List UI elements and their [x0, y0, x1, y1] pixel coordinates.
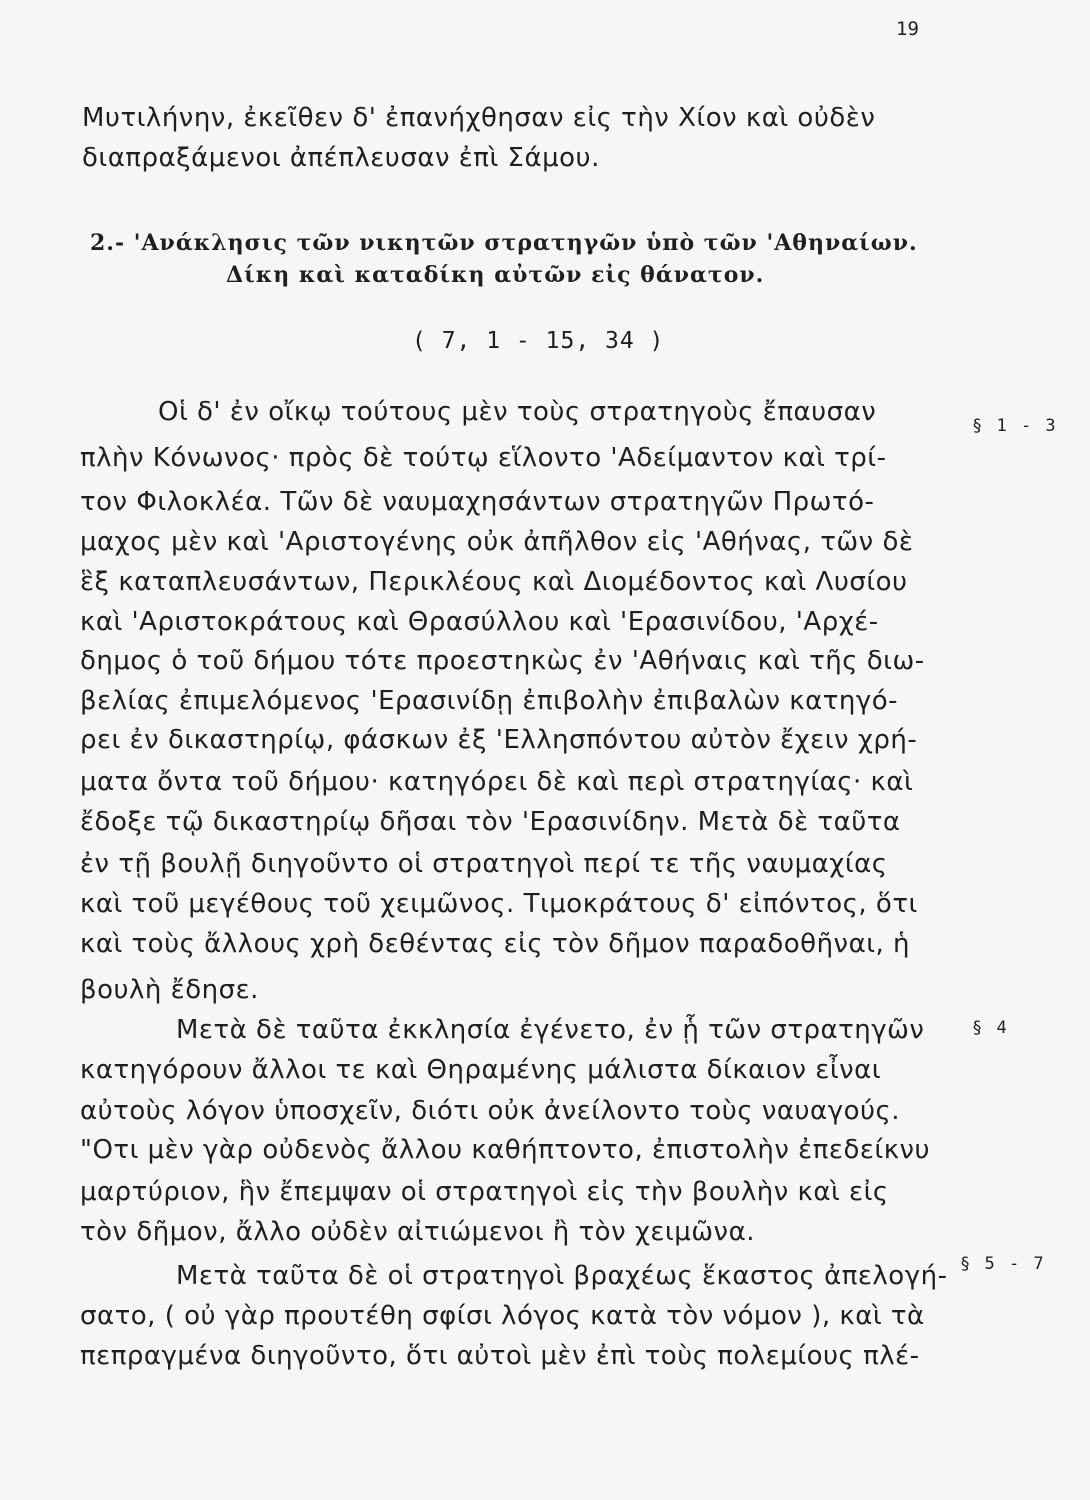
section-heading: 2.- 'Ανάκλησις τῶν νικητῶν στρατηγῶν ὑπὸ τῶν 'Αθηναίων.	[90, 230, 918, 256]
text-line: πεπραγμένα διηγοῦντο, ὅτι αὐτοὶ μὲν ἐπὶ τοὺς πολεμίους πλέ-	[80, 1341, 920, 1371]
text-line: Οἱ δ' ἐν οἴκῳ τούτους μὲν τοὺς στρατηγοὺς ἔπαυσαν	[158, 397, 877, 427]
text-line: ματα ὄντα τοῦ δήμου· κατηγόρει δὲ καὶ περὶ στρατηγίας· καὶ	[80, 767, 914, 797]
page-number: 19	[896, 18, 919, 40]
text-line: Μετὰ δὲ ταῦτα ἐκκλησία ἐγένετο, ἐν ᾗ τῶν στρατηγῶν	[176, 1015, 925, 1045]
text-line: βελίας ἐπιμελόμενος 'Ερασινίδῃ ἐπιβολὴν ἐπιβαλὼν κατηγό-	[80, 686, 899, 716]
section-reference: ( 7, 1 - 15, 34 )	[412, 328, 665, 354]
text-line: καὶ 'Αριστοκράτους καὶ Θρασύλλου καὶ 'Ερασινίδου, 'Αρχέ-	[80, 607, 879, 637]
text-line: κατηγόρουν ἄλλοι τε καὶ Θηραμένης μάλιστα δίκαιον εἶναι	[80, 1055, 882, 1085]
text-line: σατο, ( οὐ γὰρ προυτέθη σφίσι λόγος κατὰ τὸν νόμον ), καὶ τὰ	[80, 1301, 925, 1331]
text-line: "Οτι μὲν γὰρ οὐδενὸς ἄλλου καθήπτοντο, ἐπιστολὴν ἐπεδείκνυ	[80, 1135, 931, 1165]
margin-note: § 4	[972, 1018, 1009, 1038]
text-line: μαχος μὲν καὶ 'Αριστογένης οὐκ ἀπῆλθον εἰς 'Αθήνας, τῶν δὲ	[80, 527, 914, 557]
section-subheading: Δίκη καὶ καταδίκη αὐτῶν εἰς θάνατον.	[226, 262, 765, 288]
text-line: τὸν δῆμον, ἄλλο οὐδὲν αἰτιώμενοι ἢ τὸν χειμῶνα.	[80, 1217, 755, 1247]
intro-line: διαπραξάμενοι ἀπέπλευσαν ἐπὶ Σάμου.	[82, 143, 600, 173]
text-line: ἐν τῇ βουλῇ διηγοῦντο οἱ στρατηγοὶ περί τε τῆς ναυμαχίας	[80, 849, 888, 879]
text-line: ἓξ καταπλευσάντων, Περικλέους καὶ Διομέδοντος καὶ Λυσίου	[80, 567, 908, 597]
text-line: μαρτύριον, ἣν ἔπεμψαν οἱ στρατηγοὶ εἰς τὴν βουλὴν καὶ εἰς	[80, 1177, 889, 1207]
text-line: αὐτοὺς λόγον ὑποσχεῖν, διότι οὐκ ἀνείλοντο τοὺς ναυαγούς.	[80, 1096, 901, 1126]
text-line: ἔδοξε τῷ δικαστηρίῳ δῆσαι τὸν 'Ερασινίδην. Μετὰ δὲ ταῦτα	[80, 807, 901, 837]
text-line: καὶ τοὺς ἄλλους χρὴ δεθέντας εἰς τὸν δῆμον παραδοθῆναι, ἡ	[80, 929, 911, 959]
text-line: δημος ὁ τοῦ δήμου τότε προεστηκὼς ἐν 'Αθήναις καὶ τῆς διω-	[80, 646, 925, 676]
intro-line: Μυτιλήνην, ἐκεῖθεν δ' ἐπανήχθησαν εἰς τὴν Χίον καὶ οὐδὲν	[82, 103, 876, 133]
text-line: πλὴν Κόνωνος· πρὸς δὲ τούτῳ εἵλοντο 'Αδείμαντον καὶ τρί-	[80, 443, 887, 473]
margin-note: § 5 - 7	[960, 1254, 1046, 1274]
text-line: καὶ τοῦ μεγέθους τοῦ χειμῶνος. Τιμοκράτους δ' εἰπόντος, ὅτι	[80, 889, 918, 919]
text-line: βουλὴ ἔδησε.	[80, 975, 259, 1005]
margin-note: § 1 - 3	[972, 416, 1058, 436]
text-line: ρει ἐν δικαστηρίῳ, φάσκων ἐξ 'Ελλησπόντου αὐτὸν ἔχειν χρή-	[80, 725, 918, 755]
text-line: τον Φιλοκλέα. Τῶν δὲ ναυμαχησάντων στρατηγῶν Πρωτό-	[80, 487, 875, 517]
text-line: Μετὰ ταῦτα δὲ οἱ στρατηγοὶ βραχέως ἕκαστος ἀπελογή-	[176, 1261, 948, 1291]
